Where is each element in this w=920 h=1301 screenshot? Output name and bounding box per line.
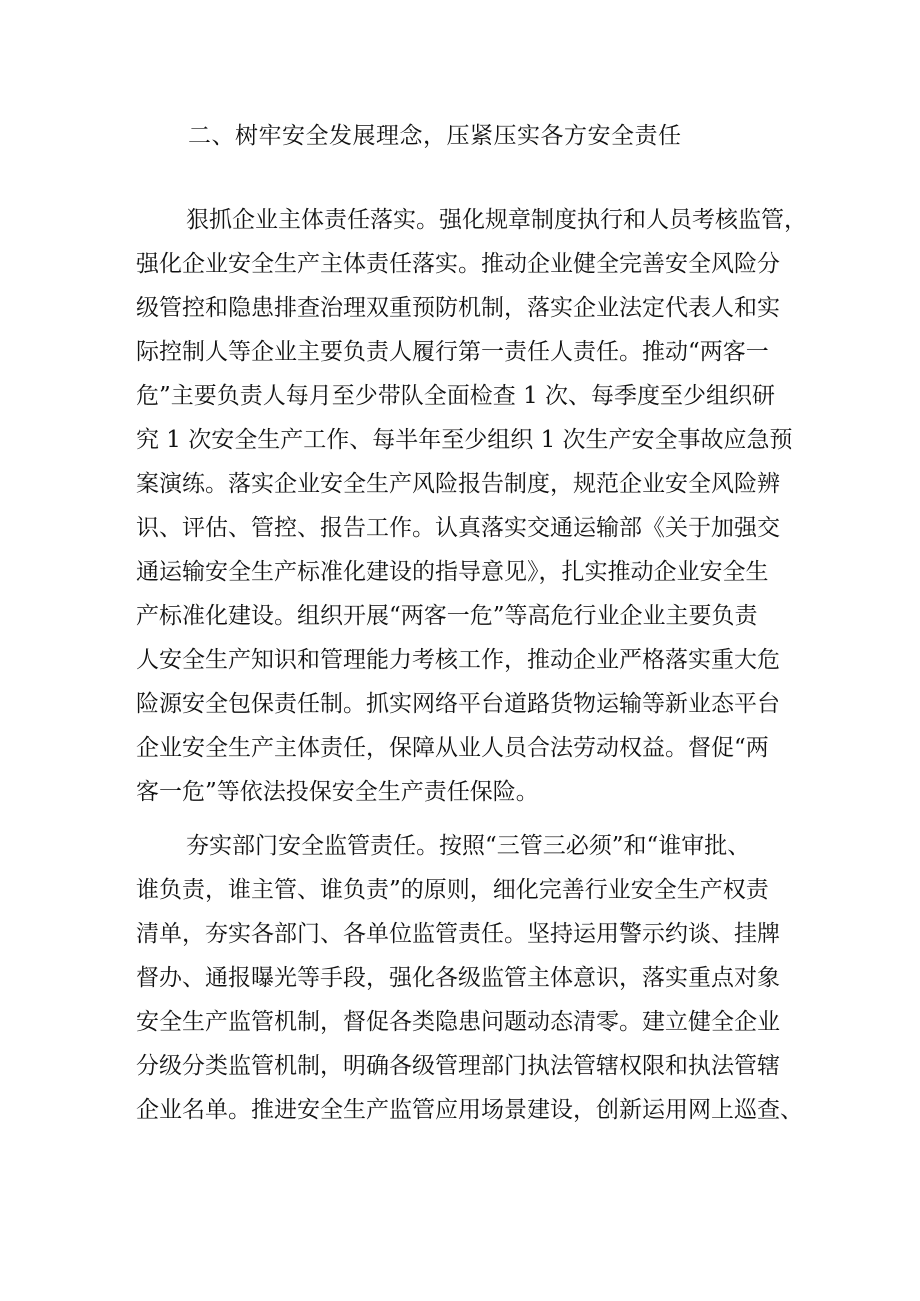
text-line: 安全生产监管机制，督促各类隐患问题动态清零。建立健全企业: [136, 1009, 780, 1035]
text-line: 分级分类监管机制，明确各级管理部门执法管辖权限和执法管辖: [136, 1053, 780, 1079]
paragraph-department-supervision: [136, 824, 803, 1132]
text-line: 狠抓企业主体责任落实。强化规章制度执行和人员考核监管，: [186, 207, 807, 233]
text-line: 企业名单。推进安全生产监管应用场景建设，创新运用网上巡查、: [136, 1097, 803, 1123]
text-line: 人安全生产知识和管理能力考核工作，推动企业严格落实重大危: [136, 647, 780, 673]
text-line: 强化企业安全生产主体责任落实。推动企业健全完善安全风险分: [136, 251, 780, 277]
text-line: 案演练。落实企业安全生产风险报告制度，规范企业安全风险辨: [136, 471, 780, 497]
paragraph-enterprise-responsibility: [136, 198, 807, 814]
text-line: 识、评估、管控、报告工作。认真落实交通运输部《关于加强交: [136, 515, 780, 541]
text-line: 督办、通报曝光等手段，强化各级监管主体意识，落实重点对象: [136, 965, 780, 991]
text-line: 夯实部门安全监管责任。按照“三管三必须”和“谁审批、: [186, 833, 751, 859]
text-line: 险源安全包保责任制。抓实网络平台道路货物运输等新业态平台: [136, 691, 780, 717]
text-line: 客一危”等依法投保安全生产责任保险。: [136, 779, 539, 805]
text-line: 企业安全生产主体责任，保障从业人员合法劳动权益。督促“两: [136, 735, 769, 761]
text-line: 危”主要负责人每月至少带队全面检查 1 次、每季度至少组织研: [136, 383, 776, 409]
text-line: 通运输安全生产标准化建设的指导意见》，扎实推动企业安全生: [136, 559, 769, 585]
section-heading: 二、树牢安全发展理念，压紧压实各方安全责任: [188, 123, 682, 149]
text-line: 究 1 次安全生产工作、每半年至少组织 1 次生产安全事故应急预: [136, 427, 793, 453]
text-line: 清单，夯实各部门、各单位监管责任。坚持运用警示约谈、挂牌: [136, 921, 780, 947]
text-line: 级管控和隐患排查治理双重预防机制，落实企业法定代表人和实: [136, 295, 780, 321]
text-line: 产标准化建设。组织开展“两客一危”等高危行业企业主要负责: [136, 603, 758, 629]
text-line: 谁负责，谁主管、谁负责”的原则，细化完善行业安全生产权责: [136, 877, 769, 903]
text-line: 际控制人等企业主要负责人履行第一责任人责任。推动“两客一: [136, 339, 769, 365]
